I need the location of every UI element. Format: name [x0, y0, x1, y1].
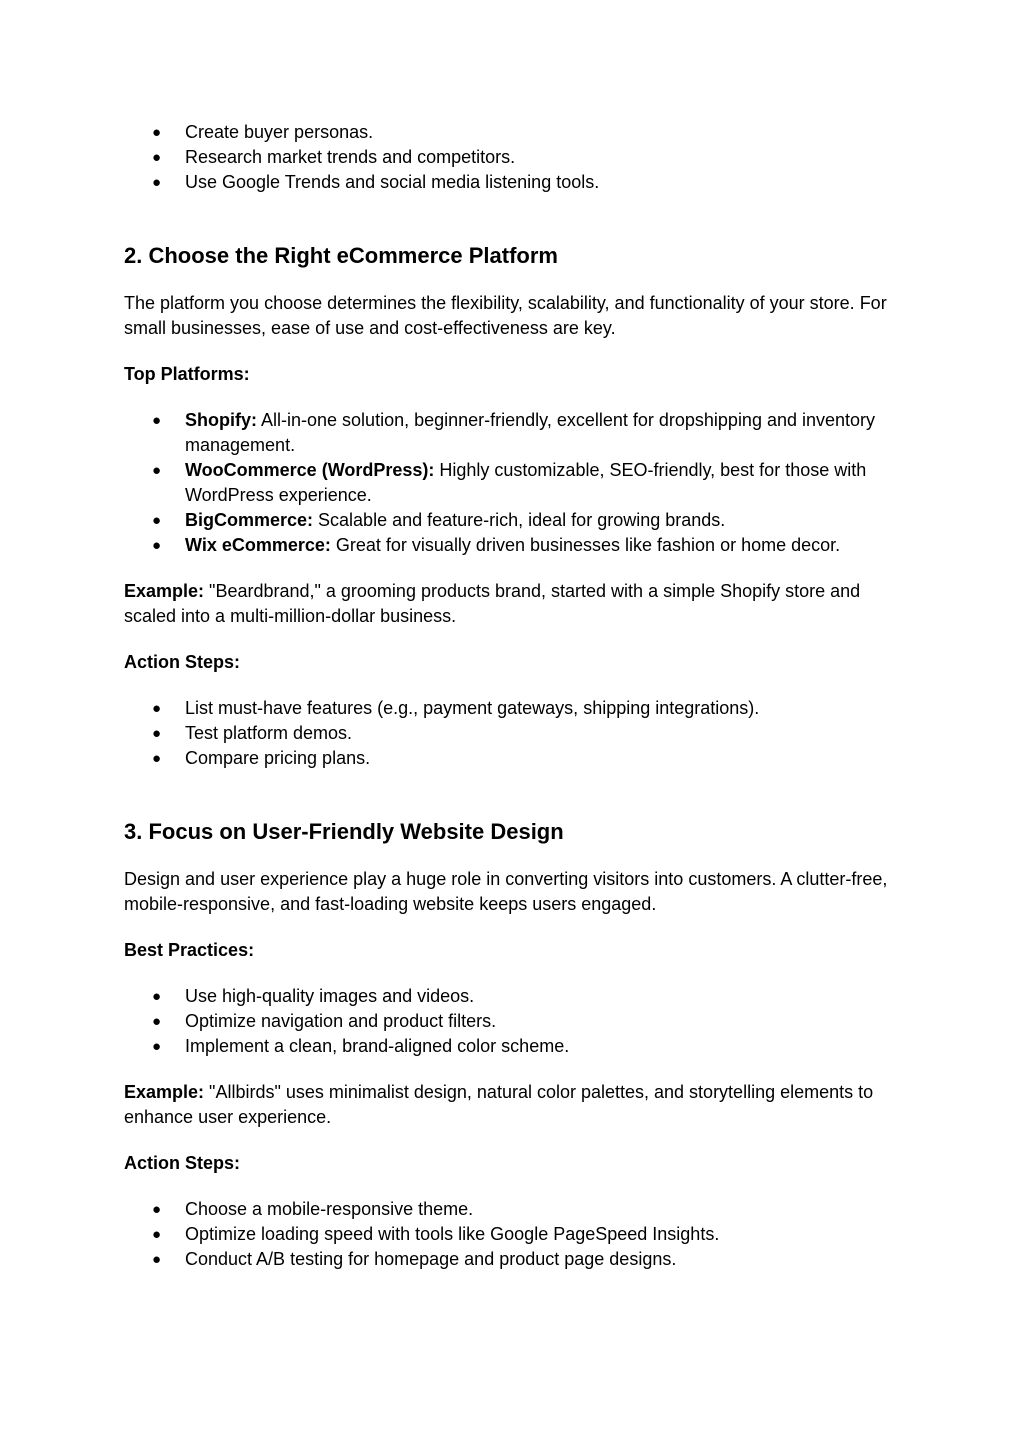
- bullet-icon: ●: [152, 1201, 162, 1218]
- list-item: ● Choose a mobile-responsive theme.: [124, 1197, 904, 1222]
- list-item: ● Use high-quality images and videos.: [124, 984, 904, 1009]
- platforms-list: [124, 408, 904, 558]
- bullet-icon: ●: [152, 537, 162, 554]
- bullet-icon: ●: [152, 412, 162, 429]
- list-item: ● Test platform demos.: [124, 721, 904, 746]
- section3-example: Example: "Allbirds" uses minimalist design, natural color palettes, and storytelling elements to enhance user experience.: [124, 1082, 874, 1127]
- best-practices-label: Best Practices:: [124, 940, 255, 960]
- bullet-icon: ●: [152, 149, 162, 166]
- top-platforms-label: Top Platforms:: [124, 364, 250, 384]
- bullet-icon: ●: [152, 124, 162, 141]
- list-item: ● Use Google Trends and social media listening tools.: [124, 170, 904, 195]
- list-item-woocommerce: ● WooCommerce (WordPress): Highly customizable, SEO-friendly, best for those with WordPress experience.: [152, 460, 867, 505]
- bullet-icon: ●: [152, 725, 162, 742]
- section3-actions-list: [124, 1197, 904, 1272]
- section2-actions-list: [124, 696, 904, 771]
- bullet-icon: ●: [152, 174, 162, 191]
- section2-example: Example: "Beardbrand," a grooming products brand, started with a simple Shopify store and scaled into a multi-million-dollar business.: [124, 581, 861, 626]
- practices-list: [124, 984, 904, 1059]
- bullet-icon: ●: [152, 1013, 162, 1030]
- section2-intro: The platform you choose determines the flexibility, scalability, and functionality of your store. For small businesses, ease of use and cost-effectiveness are key.: [124, 293, 887, 338]
- bullet-icon: ●: [152, 1038, 162, 1055]
- section2-action-label: Action Steps:: [124, 652, 241, 672]
- section-heading-platform: 2. Choose the Right eCommerce Platform: [124, 243, 558, 268]
- list-item: ● Compare pricing plans.: [124, 746, 904, 771]
- document-page: [124, 120, 904, 1272]
- list-item-bigcommerce: ● BigCommerce: Scalable and feature-rich, ideal for growing brands.: [124, 508, 904, 533]
- section3-action-label: Action Steps:: [124, 1153, 241, 1173]
- list-item: ● Implement a clean, brand-aligned color scheme.: [124, 1034, 904, 1059]
- list-item-shopify: ● Shopify: All-in-one solution, beginner-friendly, excellent for dropshipping and inventory management.: [152, 410, 876, 455]
- bullet-icon: ●: [152, 1226, 162, 1243]
- bullet-icon: ●: [152, 750, 162, 767]
- list-item: ● Optimize navigation and product filters.: [124, 1009, 904, 1034]
- bullet-icon: ●: [152, 462, 162, 479]
- list-item: ● Research market trends and competitors.: [124, 145, 904, 170]
- list-item-wix: ● Wix eCommerce: Great for visually driven businesses like fashion or home decor.: [124, 533, 904, 558]
- bullet-icon: ●: [152, 988, 162, 1005]
- bullet-icon: ●: [152, 700, 162, 717]
- list-item: ● Conduct A/B testing for homepage and product page designs.: [124, 1247, 904, 1272]
- list-item: ● List must-have features (e.g., payment gateways, shipping integrations).: [124, 696, 904, 721]
- bullet-icon: ●: [152, 1251, 162, 1268]
- bullet-icon: ●: [152, 512, 162, 529]
- list-item: ● Optimize loading speed with tools like Google PageSpeed Insights.: [124, 1222, 904, 1247]
- top-bullet-list: [124, 120, 904, 195]
- section-heading-design: 3. Focus on User-Friendly Website Design: [124, 819, 564, 844]
- list-item: ● Create buyer personas.: [124, 120, 904, 145]
- section3-intro: Design and user experience play a huge role in converting visitors into customers. A clutter-free, mobile-responsive, and fast-loading website keeps users engaged.: [124, 869, 888, 914]
